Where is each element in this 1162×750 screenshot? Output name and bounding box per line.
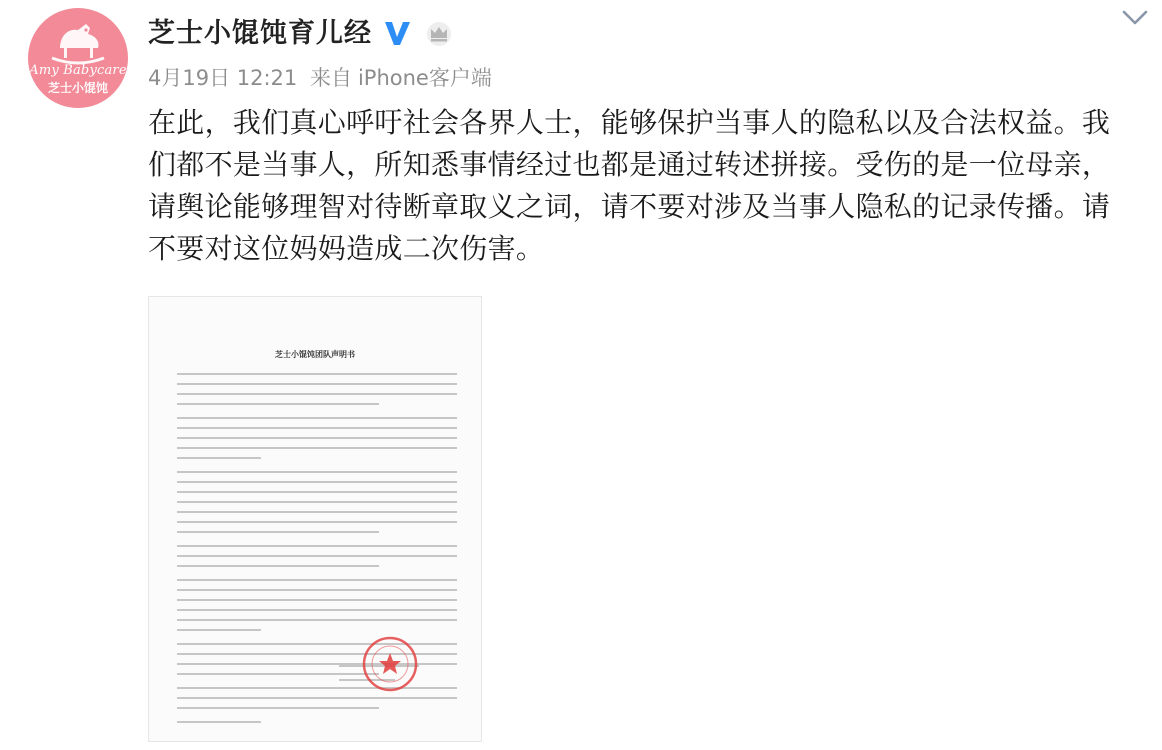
avatar[interactable]	[28, 8, 128, 108]
source-prefix: 来自	[309, 66, 352, 90]
avatar-brand-subtext: 芝士小馄饨	[47, 81, 108, 95]
post-date[interactable]: 4月19日 12:21	[148, 66, 298, 90]
username[interactable]: 芝士小馄饨育儿经	[148, 18, 372, 49]
post-source[interactable]: iPhone客户端	[357, 66, 492, 90]
post-image[interactable]	[148, 296, 482, 742]
verified-v-icon[interactable]	[382, 18, 412, 48]
chevron-down-icon[interactable]	[1118, 6, 1152, 30]
post-meta	[148, 62, 498, 92]
post-content: 在此，我们真心呼吁社会各界人士，能够保护当事人的隐私以及合法权益。我们都不是当事人，所知悉事情经过也都是通过转述拼接。受伤的是一位母亲，请舆论能够理智对待断章取义之词，请不要对涉及当事人隐私的记录传播。请不要对这位妈妈造成二次伤害。	[148, 106, 1111, 265]
crown-icon[interactable]	[424, 18, 454, 48]
official-seal-icon	[361, 635, 419, 693]
avatar-brand-text: Amy Babycare	[29, 63, 127, 78]
rocking-horse-icon	[46, 18, 110, 66]
document-title: 芝士小馄饨团队声明书	[275, 350, 355, 359]
